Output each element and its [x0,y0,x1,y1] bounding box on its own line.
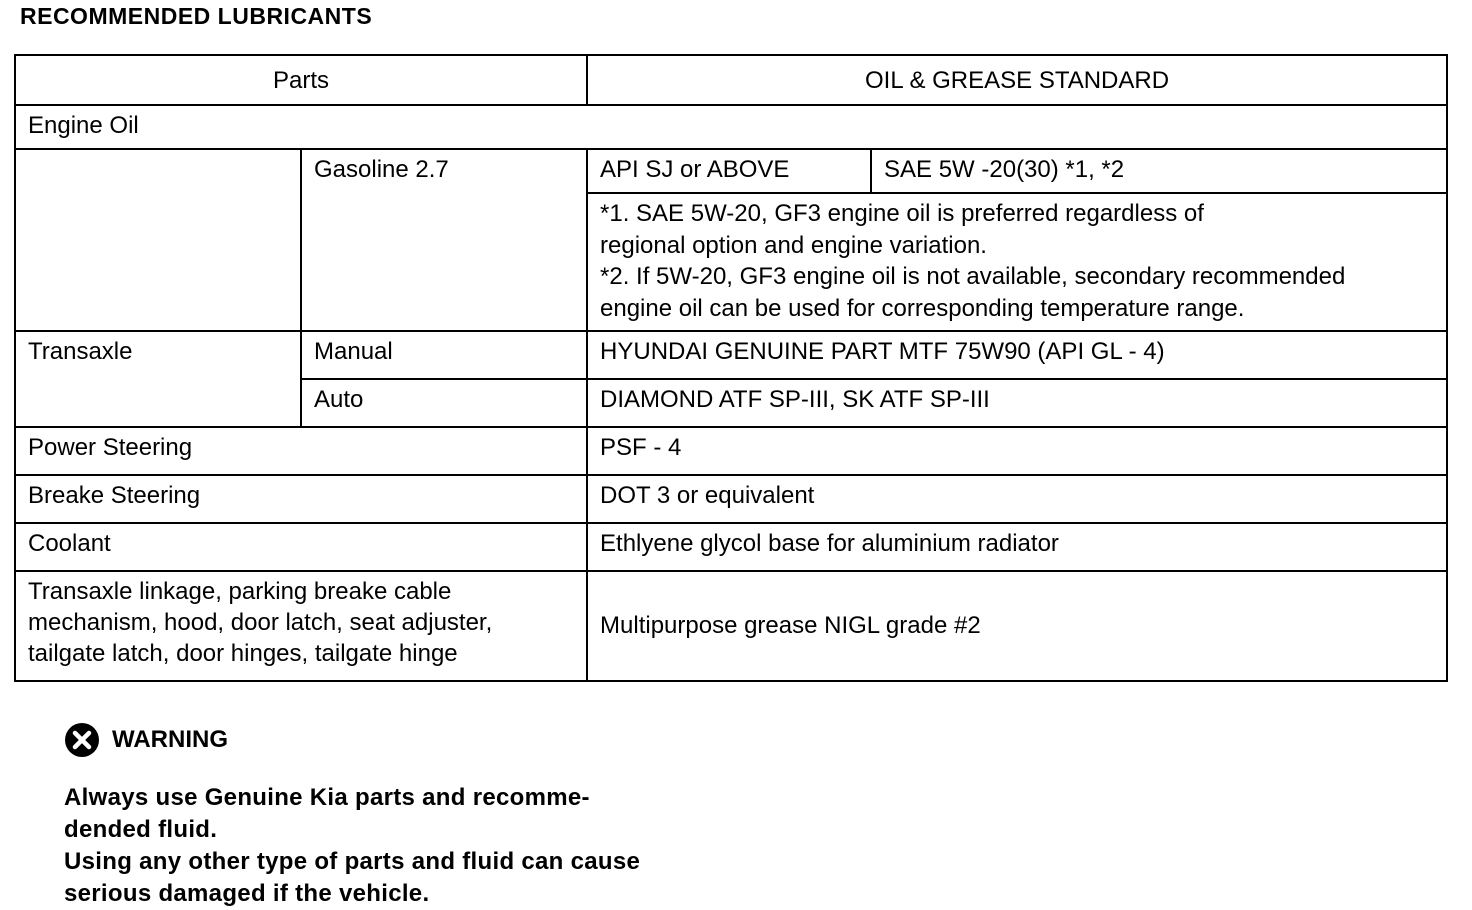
gasoline-label: Gasoline 2.7 [301,149,587,331]
warning-line: Using any other type of parts and fluid can cause [64,848,641,875]
warning-line: Always use Genuine Kia parts and recomme- [64,784,590,811]
warning-box [64,722,704,910]
table-row-engine-oil [15,105,1447,149]
engine-oil-blank-cell [15,149,301,331]
warning-text [64,782,704,910]
api-grade: API SJ or ABOVE [587,149,871,193]
warning-line: serious damaged if the vehicle. [64,880,430,907]
table-row-grease [15,571,1447,681]
note-line: *1. SAE 5W-20, GF3 engine oil is preferred regardless of [600,200,1204,227]
part-standard: DOT 3 or equivalent [587,475,1447,523]
header-parts: Parts [15,55,587,105]
transaxle-label: Transaxle [15,331,301,427]
x-circle-icon [64,722,100,758]
table-row-gasoline [15,149,1447,193]
part-name: Coolant [15,523,587,571]
note-line: *2. If 5W-20, GF3 engine oil is not available, secondary recommended [600,263,1346,291]
table-row [15,523,1447,571]
grease-standard: Multipurpose grease NIGL grade #2 [587,571,1447,681]
transaxle-type: Manual [301,331,587,379]
table-row [15,475,1447,523]
engine-oil-label: Engine Oil [15,105,1447,149]
warning-heading-row [64,722,704,758]
grease-parts [15,571,587,681]
table-row-transaxle-manual [15,331,1447,379]
sae-grade: SAE 5W -20(30) *1, *2 [871,149,1447,193]
engine-oil-notes [587,193,1447,331]
grease-part-line: Transaxle linkage, parking breake cable [28,578,452,605]
transaxle-type: Auto [301,379,587,427]
transaxle-standard: HYUNDAI GENUINE PART MTF 75W90 (API GL - 4) [587,331,1447,379]
table-header-row [15,55,1447,105]
grease-part-line: mechanism, hood, door latch, seat adjuster, [28,609,493,637]
part-name: Breake Steering [15,475,587,523]
note-line: engine oil can be used for corresponding temperature range. [600,295,1245,323]
part-standard: PSF - 4 [587,427,1447,475]
part-name: Power Steering [15,427,587,475]
header-standard: OIL & GREASE STANDARD [587,55,1447,105]
part-standard: Ethlyene glycol base for aluminium radiator [587,523,1447,571]
warning-line: dended fluid. [64,816,218,843]
lubricants-table [14,54,1448,682]
note-line: regional option and engine variation. [600,231,987,259]
warning-heading: WARNING [112,726,228,753]
transaxle-standard: DIAMOND ATF SP-III, SK ATF SP-III [587,379,1447,427]
grease-part-line: tailgate latch, door hinges, tailgate hinge [28,640,458,668]
table-row [15,427,1447,475]
page-title: RECOMMENDED LUBRICANTS [20,3,373,29]
